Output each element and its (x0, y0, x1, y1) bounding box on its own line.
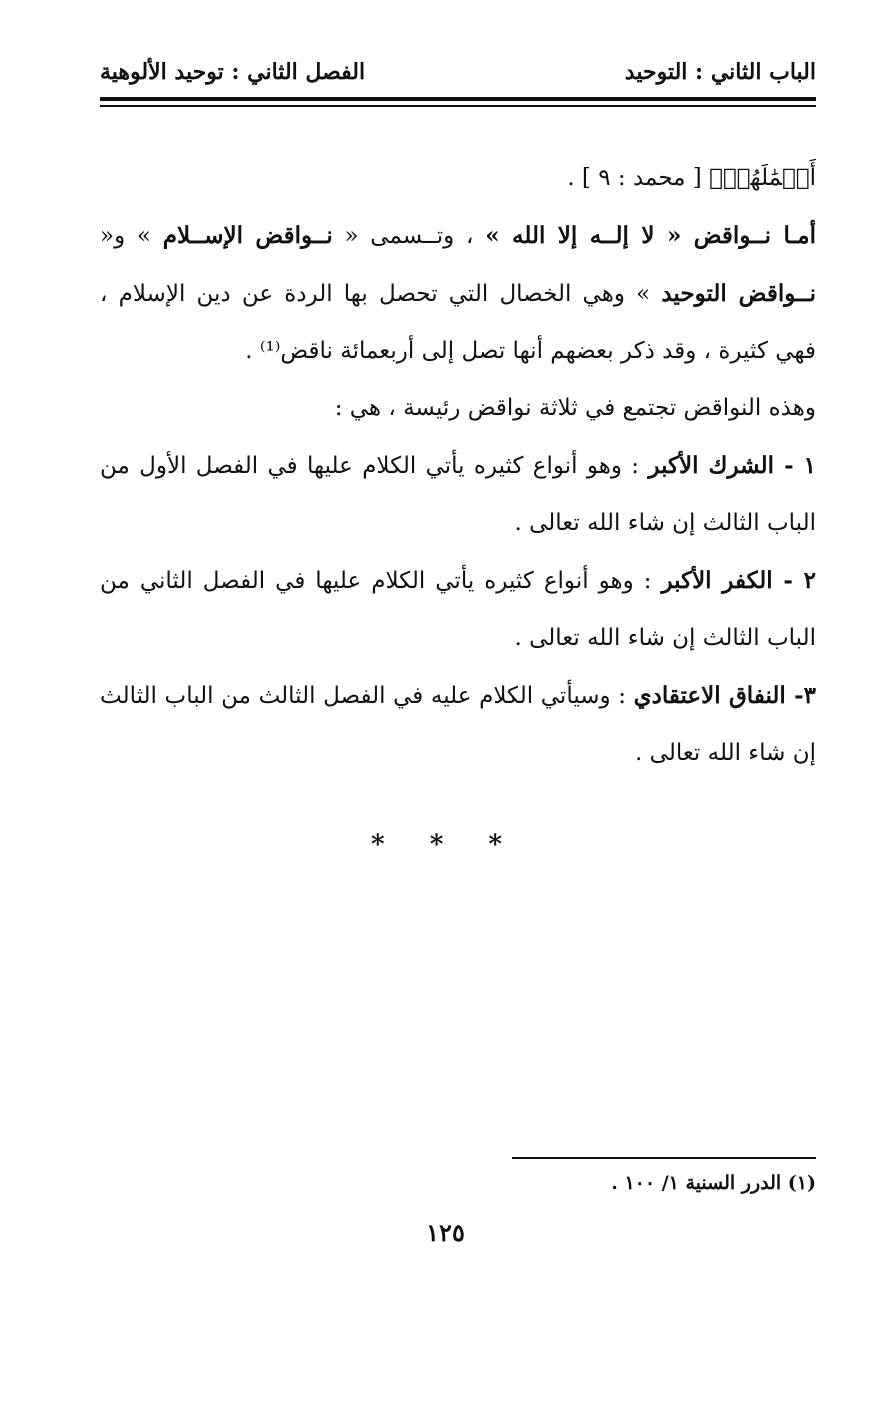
term-nullifiers-tawhid: نــواقض التوحيد (661, 280, 817, 307)
term-nullifiers-shahada: أمـا نــواقض « لا إلــه إلا الله » (485, 222, 816, 249)
list-item-major-kufr (100, 552, 816, 667)
section-separator: * * * (371, 830, 520, 860)
running-header (100, 55, 816, 95)
paragraph-text: وهذه النواقض تجتمع في ثلاثة نواقض رئيسة ، هي : (334, 395, 816, 421)
paragraph-text: ، وتــسمى « (332, 223, 486, 249)
header-rule-thick (100, 97, 816, 101)
footnote-rule (512, 1157, 816, 1159)
footnote: (١) الدرر السنية ١/ ١٠٠ . (611, 1172, 816, 1194)
item-text: : وهو أنواع كثيره يأتي الكلام عليها في الفصل الأول من الباب الثالث إن شاء الله تعالى . (100, 453, 816, 536)
list-item-major-shirk (100, 437, 816, 552)
term-nullifiers-islam: نــواقض الإســلام (162, 222, 333, 249)
section-title: الفصل الثاني : توحيد الألوهية (100, 59, 366, 85)
paragraph-text: » و« (100, 223, 163, 249)
list-item-nifaq (100, 667, 816, 782)
verse-citation: أَعۡمَٰلَهُمۡ﴾ [ محمد : ٩ ] . (567, 165, 816, 191)
page-number: ١٢٥ (426, 1218, 465, 1247)
chapter-title: الباب الثاني : التوحيد (624, 59, 816, 85)
paragraph-text: » وهي الخصال التي تحصل بها الردة عن دين الإسلام ، فهي كثيرة ، وقد ذكر بعضهم أنها تصل إلى أربعمائة ناقض⁽¹⁾ . (100, 281, 816, 364)
item-label: ٢ - الكفر الأكبر (661, 567, 816, 594)
main-text (100, 150, 816, 782)
item-text: : وهو أنواع كثيره يأتي الكلام عليها في الفصل الثاني من الباب الثالث إن شاء الله تعالى . (100, 568, 816, 651)
item-label: ١ - الشرك الأكبر (648, 452, 816, 479)
paragraph-three-categories (100, 380, 816, 437)
item-label: ٣- النفاق الاعتقادي (633, 682, 816, 709)
item-text: : وسيأتي الكلام عليه في الفصل الثالث من الباب الثالث إن شاء الله تعالى . (100, 683, 816, 766)
header-rule-thin (100, 105, 816, 107)
verse-ending (100, 150, 816, 207)
paragraph-nullifiers-intro (100, 207, 816, 380)
